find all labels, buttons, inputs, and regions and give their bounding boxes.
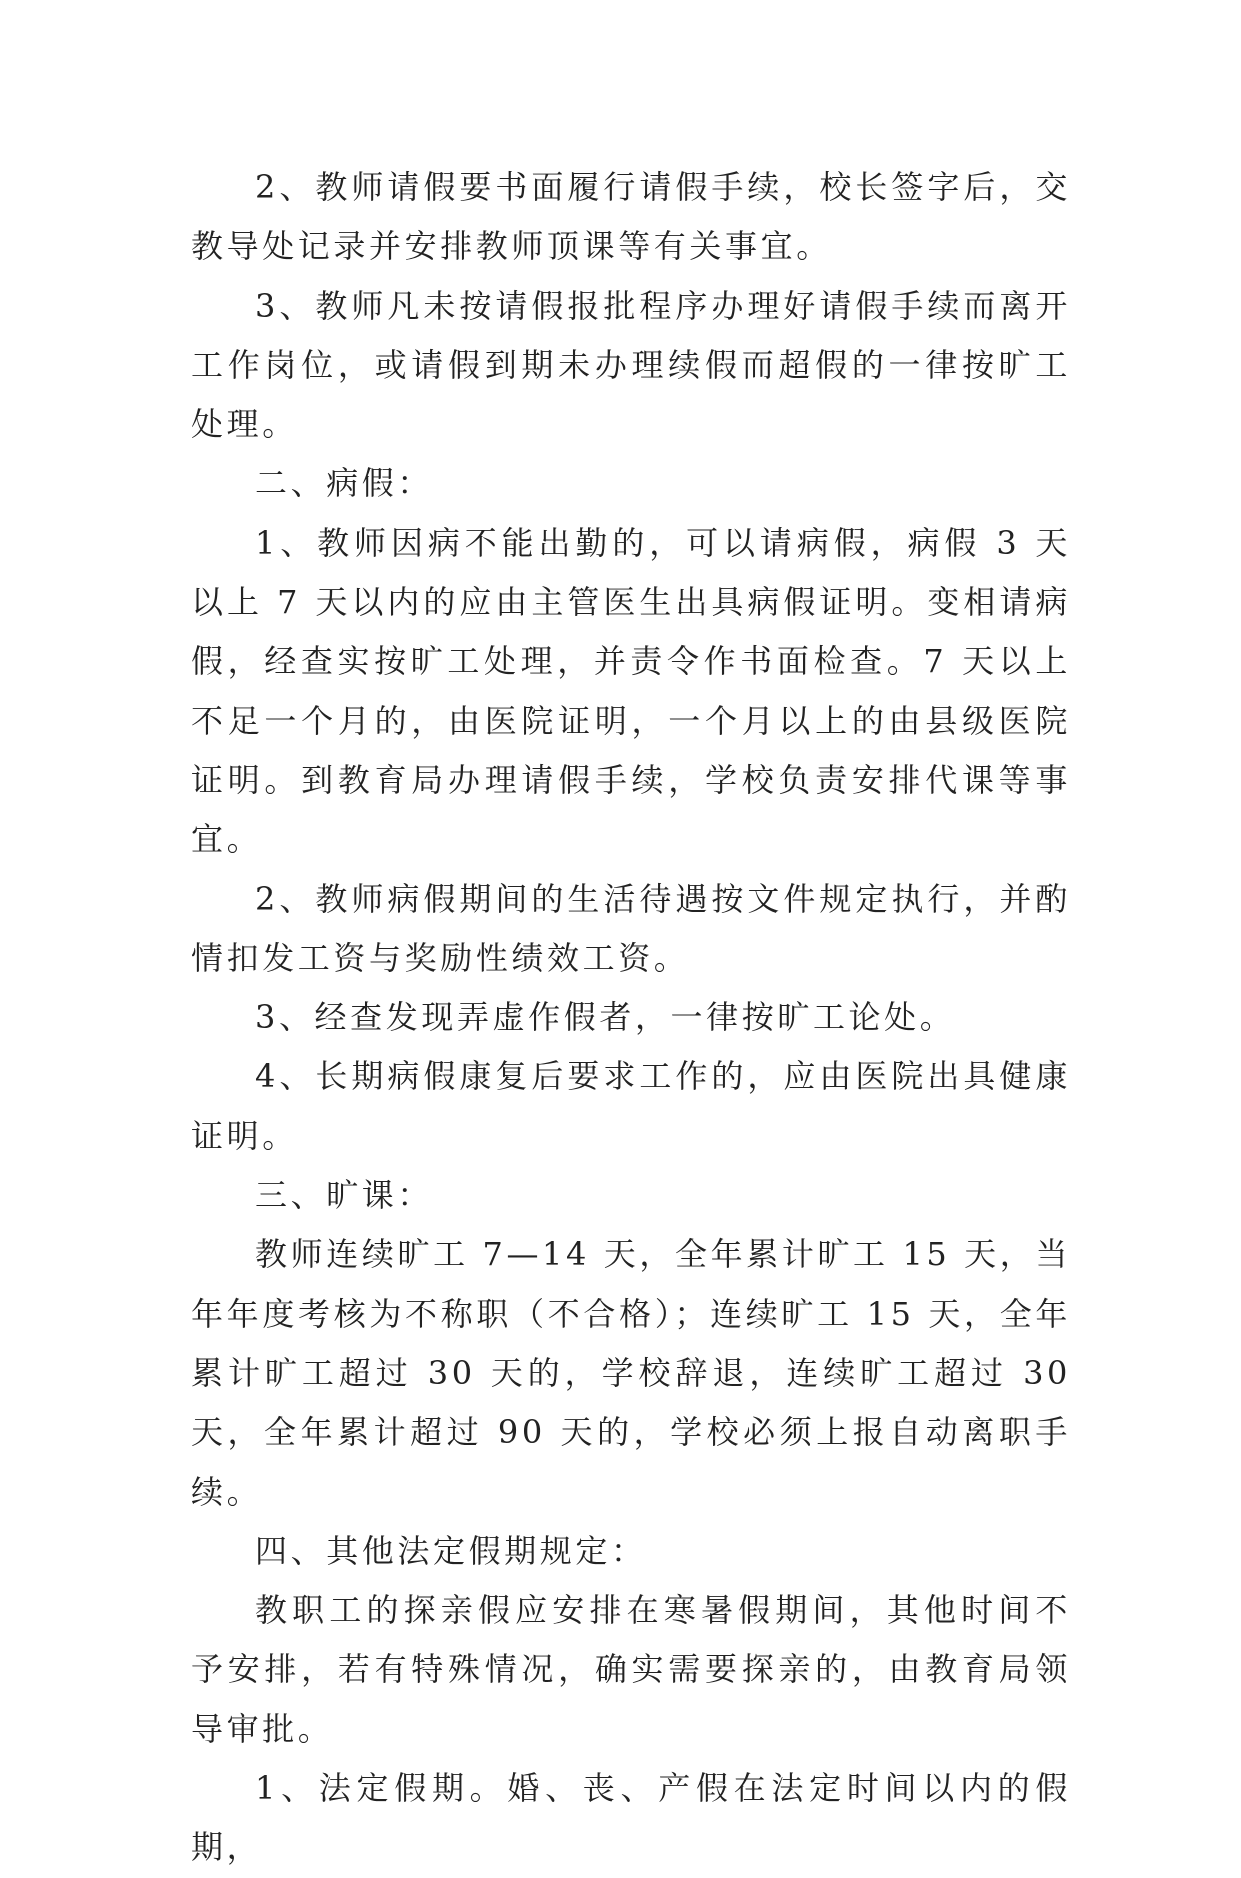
paragraph-fraud-rule: 3、经查发现弄虚作假者，一律按旷工论处。: [255, 998, 956, 1037]
paragraph-sick-leave-certificate: 1、教师因病不能出勤的，可以请病假，病假 3 天以上 7 天以内的应由主管医生出具病假证明。变相请病假，经查实按旷工处理，并责令作书面检查。7 天以上不足一个月的，由医院证明，一个月以上的由县级医院证明。到教育局办理请假手续，学校负责安排代课等事宜。: [191, 523, 1071, 859]
paragraph-return-to-work: 4、长期病假康复后要求工作的，应由医院出具健康证明。: [191, 1057, 1071, 1155]
heading-absenteeism: 三、旷课：: [255, 1176, 434, 1215]
paragraph-teacher-leave-approval: 2、教师请假要书面履行请假手续，校长签字后，交教导处记录并安排教师顶课等有关事宜。: [191, 168, 1071, 266]
paragraph-statutory-leave: 1、法定假期。婚、丧、产假在法定时间以内的假期，: [191, 1769, 1071, 1867]
heading-sick-leave: 二、病假：: [255, 464, 434, 503]
paragraph-family-visit-leave: 教职工的探亲假应安排在寒暑假期间，其他时间不予安排，若有特殊情况，确实需要探亲的，由教育局领导审批。: [191, 1591, 1071, 1748]
heading-other-statutory-leave: 四、其他法定假期规定：: [255, 1531, 647, 1570]
paragraph-absence-rule: 3、教师凡未按请假报批程序办理好请假手续而离开工作岗位，或请假到期未办理续假而超假的一律按旷工处理。: [191, 286, 1071, 444]
paragraph-absenteeism-penalty: 教师连续旷工 7—14 天，全年累计旷工 15 天，当年年度考核为不称职（不合格）；连续旷工 15 天，全年累计旷工超过 30 天的，学校辞退，连续旷工超过 30 天，全年累计超过 90 天的，学校必须上报自动离职手续。: [191, 1235, 1071, 1511]
document-body: [191, 158, 1071, 1878]
paragraph-sick-leave-pay: 2、教师病假期间的生活待遇按文件规定执行，并酌情扣发工资与奖励性绩效工资。: [191, 879, 1071, 977]
